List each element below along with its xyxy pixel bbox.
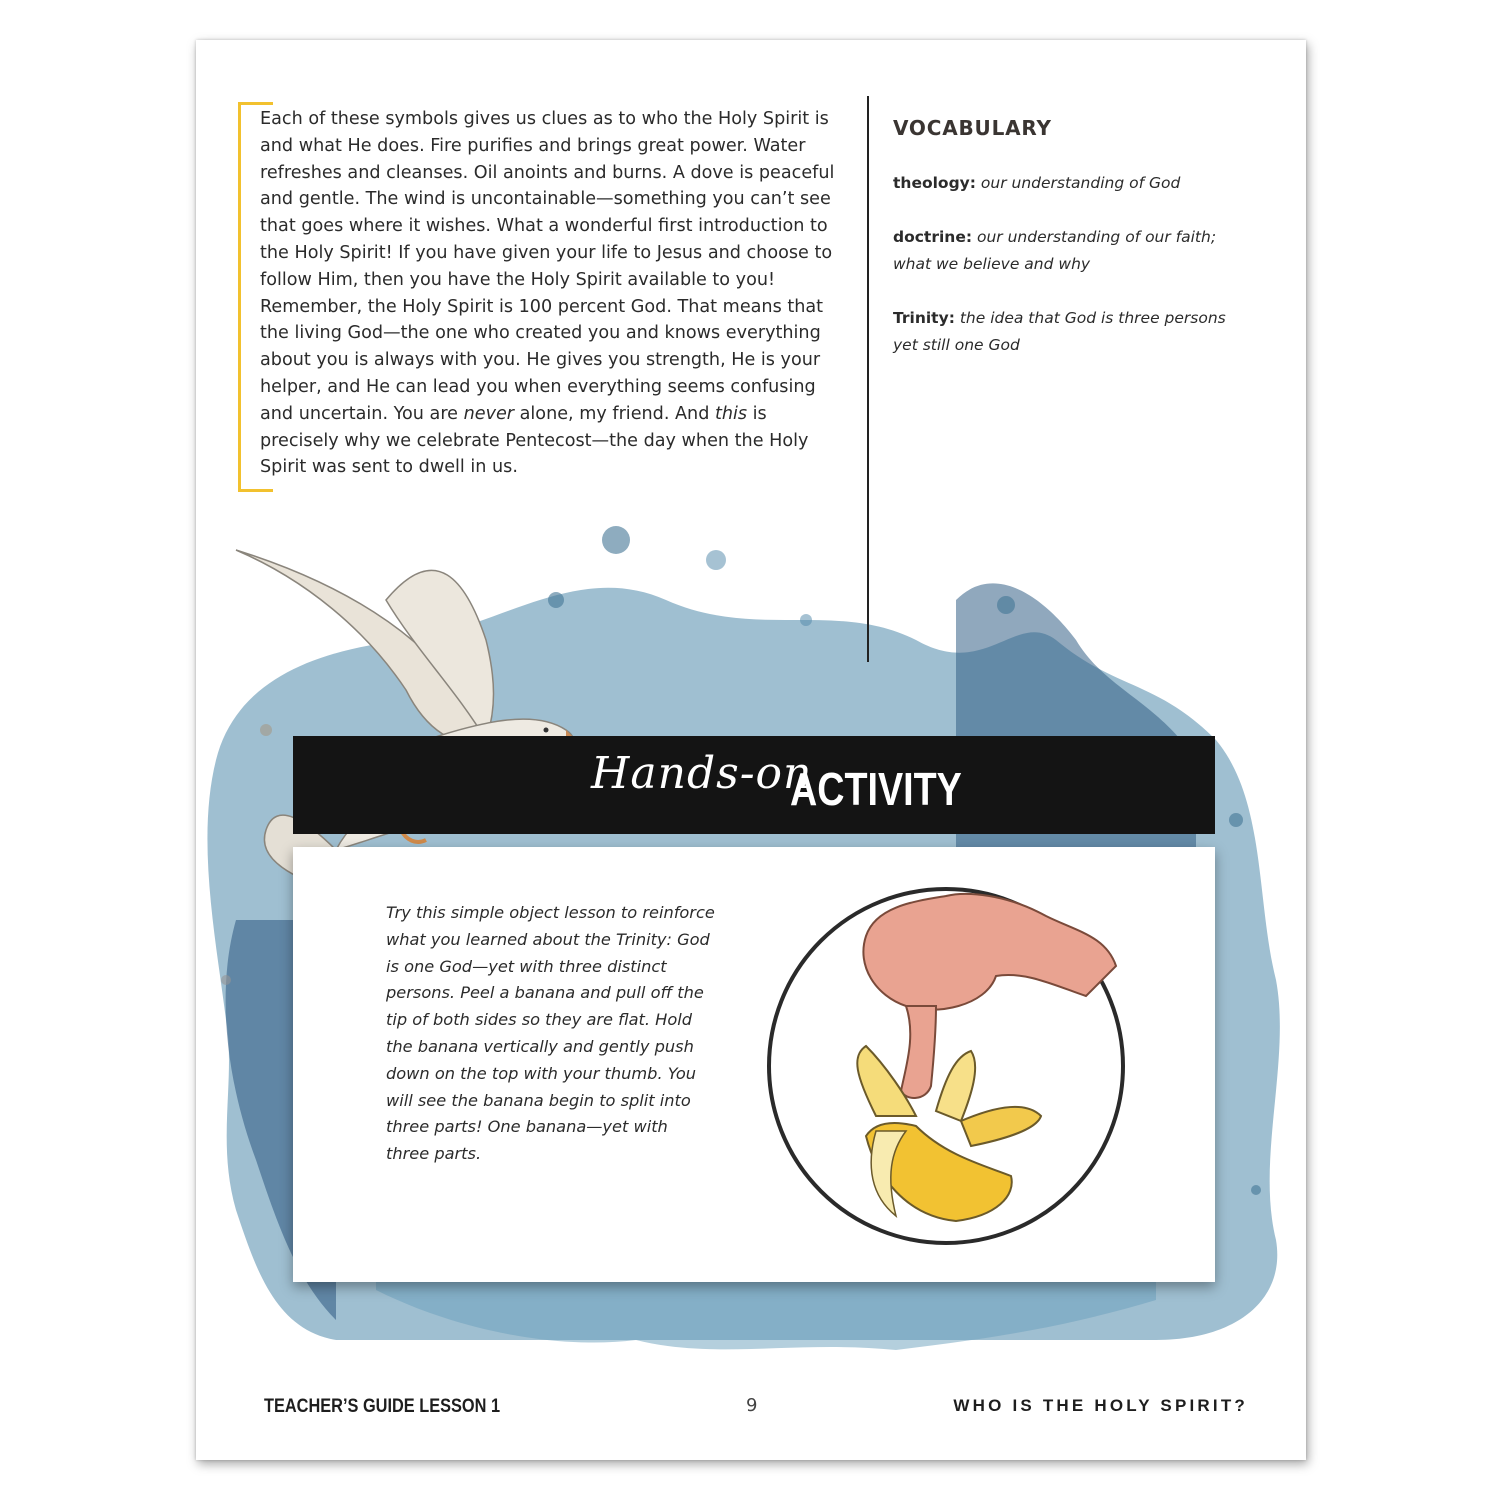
intro-text-part-1: Each of these symbols gives us clues as to who the Holy Spirit is and what He does. Fire purifies and brings great power. Water refreshes and cleanses. Oil anoints and burns. A dove is peaceful and gentle. The wind is uncontainable—something you can’t see that goes where it wishes. What a wonderful first introduction to the Holy Spirit! If you have given your life to Jesus and choose to follow Him, then you have the Holy Spirit available to you! Remember, the Holy Spirit is 100 percent God. That means that the living God—the one who created you and knows everything about you is always with you. He gives you strength, He is your helper, and He can lead you when everything seems confusing and uncertain. You are — [260, 109, 835, 424]
vocab-definition: the idea that God is three persons yet still one God — [893, 309, 1226, 354]
vocab-definition: our understanding of God — [980, 174, 1181, 192]
intro-paragraph — [260, 106, 850, 481]
intro-text-part-2: alone, my friend. And — [514, 403, 715, 424]
vocab-entry — [893, 305, 1243, 358]
footer-lesson-number: LESSON 1 — [419, 1396, 501, 1417]
intro-emphasis-never: never — [463, 403, 515, 424]
lesson-page — [196, 40, 1306, 1460]
vocabulary-heading: VOCABULARY — [893, 116, 1052, 140]
vocab-term: Trinity: — [893, 309, 955, 327]
activity-banner-bold-title: ACTIVITY — [790, 763, 962, 815]
page-number: 9 — [746, 1395, 758, 1416]
column-divider — [867, 96, 869, 662]
vocab-term: doctrine: — [893, 228, 973, 246]
footer-guide-text: TEACHER’S GUIDE — [264, 1396, 415, 1417]
footer-chapter-title: WHO IS THE HOLY SPIRIT? — [953, 1396, 1248, 1415]
vocab-entry — [893, 170, 1253, 197]
activity-banner-script-title: Hands-on — [591, 748, 813, 799]
footer-guide-label — [264, 1396, 500, 1418]
vocab-definition: our understanding of our faith; what we believe and why — [893, 228, 1217, 273]
vocab-term: theology: — [893, 174, 976, 192]
intro-text-part-3: is precisely why we celebrate Pentecost—the day when the Holy Spirit was sent to dwell in us. — [260, 403, 809, 478]
activity-instructions: Try this simple object lesson to reinforce what you learned about the Trinity: God is one God—yet with three distinct persons. Peel a banana and pull off the tip of both sides so they are flat. Hold the banana vertically and gently push down on the top with your thumb. You will see the banana begin to split into three parts! One banana—yet with three parts. — [386, 903, 715, 1164]
intro-emphasis-this: this — [714, 403, 748, 424]
banana-illustration — [756, 876, 1136, 1256]
vocab-entry — [893, 224, 1238, 277]
